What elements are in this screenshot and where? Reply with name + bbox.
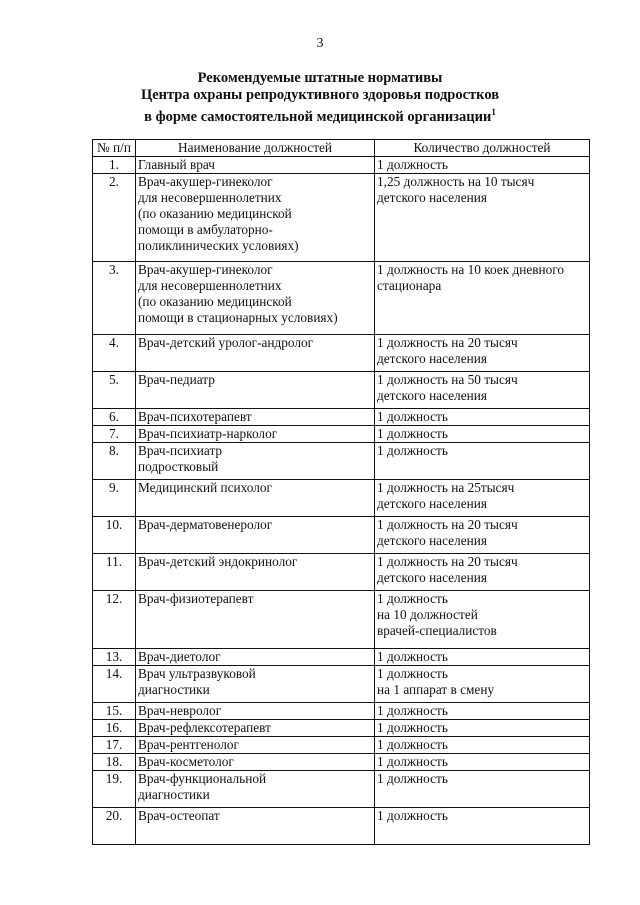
row-position: Врач-рефлексотерапевт bbox=[138, 720, 271, 735]
row-number-cell bbox=[93, 591, 136, 649]
row-count: 1 должность bbox=[377, 771, 448, 786]
row-count: 1 должность на 20 тысяч детского населения bbox=[377, 554, 518, 585]
row-count: 1 должность bbox=[377, 157, 448, 172]
table-row bbox=[93, 409, 590, 426]
row-position-cell bbox=[136, 591, 375, 649]
row-count-cell bbox=[375, 157, 590, 174]
row-count-cell bbox=[375, 426, 590, 443]
row-count-cell bbox=[375, 517, 590, 554]
row-position-cell bbox=[136, 174, 375, 262]
table-row bbox=[93, 808, 590, 845]
table-row bbox=[93, 737, 590, 754]
row-count-cell bbox=[375, 737, 590, 754]
row-count-cell bbox=[375, 554, 590, 591]
row-count: 1 должность bbox=[377, 808, 448, 823]
row-position: Врач-невролог bbox=[138, 703, 222, 718]
table-row bbox=[93, 443, 590, 480]
table-row bbox=[93, 157, 590, 174]
row-position-cell bbox=[136, 554, 375, 591]
row-number-cell bbox=[93, 720, 136, 737]
table-row bbox=[93, 262, 590, 335]
row-count: 1 должность bbox=[377, 426, 448, 441]
row-count-cell bbox=[375, 720, 590, 737]
row-count: 1 должность bbox=[377, 409, 448, 424]
row-number-cell bbox=[93, 372, 136, 409]
row-position-cell bbox=[136, 666, 375, 703]
row-position-cell bbox=[136, 372, 375, 409]
table-row bbox=[93, 480, 590, 517]
row-position-cell bbox=[136, 443, 375, 480]
row-position: Врач-психиатр-нарколог bbox=[138, 426, 278, 441]
row-number: 14. bbox=[105, 666, 123, 681]
row-position: Врач-дерматовенеролог bbox=[138, 517, 273, 532]
row-number: 1. bbox=[109, 157, 119, 172]
row-number: 10. bbox=[105, 517, 123, 532]
row-number: 18. bbox=[105, 754, 123, 769]
row-position-cell bbox=[136, 737, 375, 754]
header-count: Количество должностей bbox=[375, 140, 590, 157]
row-count: 1 должность на 10 коек дневного стационара bbox=[377, 262, 565, 293]
row-number: 15. bbox=[105, 703, 123, 718]
row-position-cell bbox=[136, 409, 375, 426]
row-count: 1 должность на 20 тысяч детского населения bbox=[377, 335, 518, 366]
table-row bbox=[93, 771, 590, 808]
row-number: 20. bbox=[105, 808, 123, 823]
row-position-cell bbox=[136, 517, 375, 554]
row-number-cell bbox=[93, 262, 136, 335]
row-count: 1 должность на 1 аппарат в смену bbox=[377, 666, 495, 697]
row-count: 1 должность bbox=[377, 703, 448, 718]
row-number: 4. bbox=[109, 335, 119, 350]
title-line-3-text: в форме самостоятельной медицинской организации bbox=[144, 108, 492, 125]
row-position-cell bbox=[136, 703, 375, 720]
row-number: 13. bbox=[105, 649, 123, 664]
row-position: Врач-остеопат bbox=[138, 808, 220, 823]
row-number: 2. bbox=[109, 174, 119, 189]
row-number: 9. bbox=[109, 480, 119, 495]
table-row bbox=[93, 720, 590, 737]
row-position: Врач-диетолог bbox=[138, 649, 221, 664]
staffing-table bbox=[92, 139, 590, 845]
row-position: Врач-психотерапевт bbox=[138, 409, 252, 424]
row-position: Врач-детский эндокринолог bbox=[138, 554, 298, 569]
row-count-cell bbox=[375, 666, 590, 703]
row-position-cell bbox=[136, 157, 375, 174]
row-number: 8. bbox=[109, 443, 119, 458]
row-number-cell bbox=[93, 157, 136, 174]
row-number-cell bbox=[93, 703, 136, 720]
row-position: Врач-психиатр подростковый bbox=[138, 443, 223, 474]
table-row bbox=[93, 703, 590, 720]
row-position: Главный врач bbox=[138, 157, 215, 172]
row-count: 1 должность bbox=[377, 737, 448, 752]
footnote-mark: 1 bbox=[491, 107, 496, 117]
row-position: Врач-педиатр bbox=[138, 372, 215, 387]
row-number-cell bbox=[93, 409, 136, 426]
row-count-cell bbox=[375, 480, 590, 517]
row-position: Врач-косметолог bbox=[138, 754, 234, 769]
header-position: Наименование должностей bbox=[136, 140, 375, 157]
row-count: 1 должность bbox=[377, 754, 448, 769]
row-count: 1 должность на 10 должностей врачей-специалистов bbox=[377, 591, 497, 638]
row-count-cell bbox=[375, 335, 590, 372]
row-number-cell bbox=[93, 771, 136, 808]
row-number-cell bbox=[93, 480, 136, 517]
row-count-cell bbox=[375, 262, 590, 335]
row-count: 1 должность на 20 тысяч детского населения bbox=[377, 517, 518, 548]
row-number: 19. bbox=[105, 771, 123, 786]
row-position: Врач-акушер-гинеколог для несовершеннолетних (по оказанию медицинской помощи в стационарных условиях) bbox=[138, 262, 338, 325]
row-number-cell bbox=[93, 426, 136, 443]
row-count-cell bbox=[375, 808, 590, 845]
row-position-cell bbox=[136, 754, 375, 771]
page-number: 3 bbox=[316, 36, 324, 51]
row-number: 16. bbox=[105, 720, 123, 735]
row-number-cell bbox=[93, 517, 136, 554]
row-number-cell bbox=[93, 737, 136, 754]
row-count-cell bbox=[375, 443, 590, 480]
row-number-cell bbox=[93, 754, 136, 771]
row-number: 6. bbox=[109, 409, 119, 424]
table-header-row bbox=[93, 140, 590, 157]
row-count: 1 должность на 50 тысяч детского населения bbox=[377, 372, 518, 403]
document-title bbox=[90, 70, 550, 126]
row-position-cell bbox=[136, 649, 375, 666]
row-number-cell bbox=[93, 554, 136, 591]
row-number-cell bbox=[93, 649, 136, 666]
title-line-1: Рекомендуемые штатные нормативы bbox=[197, 70, 443, 86]
row-count: 1 должность bbox=[377, 443, 448, 458]
row-position-cell bbox=[136, 335, 375, 372]
row-number: 7. bbox=[109, 426, 119, 441]
row-number: 3. bbox=[109, 262, 119, 277]
row-position: Медицинский психолог bbox=[138, 480, 273, 495]
row-number: 5. bbox=[109, 372, 119, 387]
row-number: 11. bbox=[105, 554, 123, 569]
header-number: № п/п bbox=[93, 140, 136, 157]
row-number-cell bbox=[93, 174, 136, 262]
table-row bbox=[93, 335, 590, 372]
table-row bbox=[93, 517, 590, 554]
table-row bbox=[93, 666, 590, 703]
row-count-cell bbox=[375, 703, 590, 720]
table-row bbox=[93, 372, 590, 409]
row-position: Врач ультразвуковой диагностики bbox=[138, 666, 256, 697]
row-number-cell bbox=[93, 335, 136, 372]
row-number-cell bbox=[93, 443, 136, 480]
title-line-3 bbox=[90, 104, 550, 126]
row-count-cell bbox=[375, 174, 590, 262]
title-line-2: Центра охраны репродуктивного здоровья подростков bbox=[140, 87, 500, 103]
row-count-cell bbox=[375, 372, 590, 409]
row-position: Врач-физиотерапевт bbox=[138, 591, 254, 606]
row-number: 12. bbox=[105, 591, 123, 606]
row-position-cell bbox=[136, 426, 375, 443]
table-row bbox=[93, 591, 590, 649]
row-count-cell bbox=[375, 771, 590, 808]
row-count-cell bbox=[375, 409, 590, 426]
row-count-cell bbox=[375, 754, 590, 771]
row-number-cell bbox=[93, 666, 136, 703]
row-number-cell bbox=[93, 808, 136, 845]
row-count-cell bbox=[375, 649, 590, 666]
row-position-cell bbox=[136, 771, 375, 808]
row-position-cell bbox=[136, 480, 375, 517]
row-count: 1 должность bbox=[377, 720, 448, 735]
table-row bbox=[93, 174, 590, 262]
row-position: Врач-функциональной диагностики bbox=[138, 771, 267, 802]
row-count: 1 должность bbox=[377, 649, 448, 664]
table-row bbox=[93, 426, 590, 443]
row-position: Врач-рентгенолог bbox=[138, 737, 239, 752]
table-row bbox=[93, 554, 590, 591]
row-count: 1,25 должность на 10 тысяч детского населения bbox=[377, 174, 535, 205]
row-position-cell bbox=[136, 262, 375, 335]
row-count-cell bbox=[375, 591, 590, 649]
row-number: 17. bbox=[105, 737, 123, 752]
row-position: Врач-детский уролог-андролог bbox=[138, 335, 314, 350]
row-position-cell bbox=[136, 720, 375, 737]
row-count: 1 должность на 25тысяч детского населения bbox=[377, 480, 515, 511]
table-row bbox=[93, 649, 590, 666]
row-position-cell bbox=[136, 808, 375, 845]
row-position: Врач-акушер-гинеколог для несовершеннолетних (по оказанию медицинской помощи в амбулаторно- поликлинических условиях) bbox=[138, 174, 299, 253]
table-row bbox=[93, 754, 590, 771]
